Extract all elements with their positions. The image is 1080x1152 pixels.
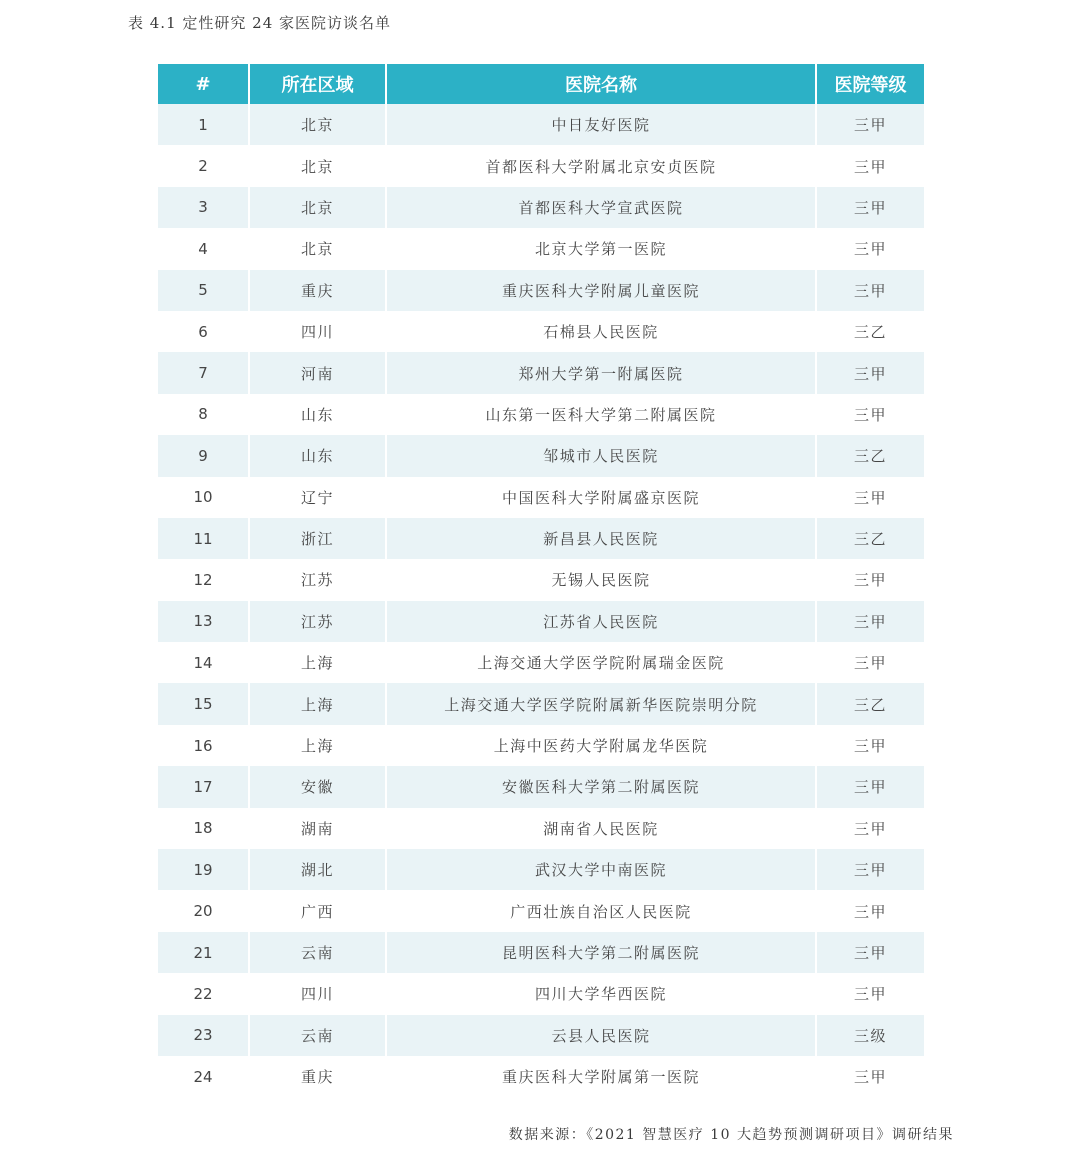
- cell-hospital-name: 山东第一医科大学第二附属医院: [387, 394, 817, 435]
- table-row: [158, 104, 924, 145]
- cell-number: 4: [158, 228, 250, 269]
- header-hospital-grade: 医院等级: [817, 64, 924, 104]
- cell-hospital-name: 四川大学华西医院: [387, 973, 817, 1014]
- cell-region: 四川: [250, 973, 387, 1014]
- cell-number: 23: [158, 1015, 250, 1056]
- cell-number: 18: [158, 808, 250, 849]
- cell-hospital-grade: 三甲: [817, 766, 924, 807]
- table-header-row: [158, 64, 924, 104]
- table-row: [158, 808, 924, 849]
- cell-number: 8: [158, 394, 250, 435]
- cell-hospital-name: 邹城市人民医院: [387, 435, 817, 476]
- cell-hospital-name: 重庆医科大学附属儿童医院: [387, 270, 817, 311]
- cell-hospital-name: 新昌县人民医院: [387, 518, 817, 559]
- cell-number: 22: [158, 973, 250, 1014]
- cell-number: 5: [158, 270, 250, 311]
- cell-hospital-grade: 三甲: [817, 145, 924, 186]
- table-row: [158, 559, 924, 600]
- cell-hospital-name: 中国医科大学附属盛京医院: [387, 477, 817, 518]
- cell-hospital-grade: 三乙: [817, 311, 924, 352]
- cell-hospital-name: 云县人民医院: [387, 1015, 817, 1056]
- cell-hospital-name: 湖南省人民医院: [387, 808, 817, 849]
- cell-number: 1: [158, 104, 250, 145]
- table-row: [158, 187, 924, 228]
- cell-region: 山东: [250, 394, 387, 435]
- cell-number: 7: [158, 352, 250, 393]
- cell-region: 云南: [250, 932, 387, 973]
- cell-hospital-grade: 三甲: [817, 725, 924, 766]
- cell-number: 9: [158, 435, 250, 476]
- table-row: [158, 394, 924, 435]
- cell-hospital-grade: 三甲: [817, 477, 924, 518]
- cell-region: 重庆: [250, 1056, 387, 1097]
- cell-hospital-name: 安徽医科大学第二附属医院: [387, 766, 817, 807]
- cell-region: 辽宁: [250, 477, 387, 518]
- cell-region: 浙江: [250, 518, 387, 559]
- table-row: [158, 973, 924, 1014]
- cell-hospital-grade: 三甲: [817, 187, 924, 228]
- cell-hospital-name: 石棉县人民医院: [387, 311, 817, 352]
- cell-region: 江苏: [250, 601, 387, 642]
- cell-region: 上海: [250, 642, 387, 683]
- cell-number: 21: [158, 932, 250, 973]
- cell-hospital-grade: 三甲: [817, 601, 924, 642]
- table-row: [158, 228, 924, 269]
- table-row: [158, 518, 924, 559]
- cell-hospital-grade: 三甲: [817, 808, 924, 849]
- source-note: 数据来源：《2021 智慧医疗 10 大趋势预测调研项目》调研结果: [508, 1127, 954, 1143]
- cell-region: 北京: [250, 104, 387, 145]
- cell-number: 17: [158, 766, 250, 807]
- cell-number: 10: [158, 477, 250, 518]
- cell-region: 山东: [250, 435, 387, 476]
- cell-region: 湖北: [250, 849, 387, 890]
- cell-region: 上海: [250, 683, 387, 724]
- header-region: 所在区域: [250, 64, 387, 104]
- cell-hospital-grade: 三甲: [817, 228, 924, 269]
- table-row: [158, 145, 924, 186]
- cell-number: 13: [158, 601, 250, 642]
- table-row: [158, 352, 924, 393]
- cell-number: 2: [158, 145, 250, 186]
- table-row: [158, 270, 924, 311]
- cell-region: 河南: [250, 352, 387, 393]
- cell-number: 20: [158, 890, 250, 931]
- hospital-table: [158, 64, 924, 1097]
- cell-hospital-grade: 三甲: [817, 394, 924, 435]
- cell-hospital-name: 江苏省人民医院: [387, 601, 817, 642]
- cell-hospital-grade: 三甲: [817, 890, 924, 931]
- table-row: [158, 1056, 924, 1097]
- cell-hospital-name: 首都医科大学附属北京安贞医院: [387, 145, 817, 186]
- cell-number: 14: [158, 642, 250, 683]
- table-row: [158, 477, 924, 518]
- cell-region: 江苏: [250, 559, 387, 600]
- cell-hospital-name: 广西壮族自治区人民医院: [387, 890, 817, 931]
- cell-hospital-grade: 三甲: [817, 559, 924, 600]
- cell-hospital-name: 上海中医药大学附属龙华医院: [387, 725, 817, 766]
- cell-region: 云南: [250, 1015, 387, 1056]
- cell-hospital-grade: 三甲: [817, 104, 924, 145]
- header-hospital-name: 医院名称: [387, 64, 817, 104]
- cell-number: 15: [158, 683, 250, 724]
- cell-region: 广西: [250, 890, 387, 931]
- table-row: [158, 1015, 924, 1056]
- table-row: [158, 642, 924, 683]
- header-number: #: [158, 64, 250, 104]
- cell-hospital-grade: 三乙: [817, 683, 924, 724]
- cell-number: 19: [158, 849, 250, 890]
- cell-region: 北京: [250, 145, 387, 186]
- cell-hospital-grade: 三甲: [817, 973, 924, 1014]
- cell-region: 重庆: [250, 270, 387, 311]
- cell-region: 上海: [250, 725, 387, 766]
- table-row: [158, 849, 924, 890]
- cell-hospital-grade: 三甲: [817, 849, 924, 890]
- table-row: [158, 766, 924, 807]
- cell-region: 北京: [250, 228, 387, 269]
- cell-region: 四川: [250, 311, 387, 352]
- table-row: [158, 435, 924, 476]
- cell-hospital-name: 郑州大学第一附属医院: [387, 352, 817, 393]
- table-body: [158, 104, 924, 1097]
- table-row: [158, 932, 924, 973]
- cell-number: 24: [158, 1056, 250, 1097]
- cell-hospital-grade: 三甲: [817, 1056, 924, 1097]
- table-row: [158, 683, 924, 724]
- cell-hospital-name: 上海交通大学医学院附属新华医院崇明分院: [387, 683, 817, 724]
- table-row: [158, 601, 924, 642]
- cell-hospital-name: 昆明医科大学第二附属医院: [387, 932, 817, 973]
- cell-hospital-name: 中日友好医院: [387, 104, 817, 145]
- cell-hospital-name: 重庆医科大学附属第一医院: [387, 1056, 817, 1097]
- cell-hospital-name: 无锡人民医院: [387, 559, 817, 600]
- cell-number: 12: [158, 559, 250, 600]
- cell-hospital-grade: 三甲: [817, 932, 924, 973]
- cell-hospital-grade: 三乙: [817, 518, 924, 559]
- cell-number: 3: [158, 187, 250, 228]
- cell-hospital-name: 武汉大学中南医院: [387, 849, 817, 890]
- cell-hospital-grade: 三级: [817, 1015, 924, 1056]
- table-row: [158, 725, 924, 766]
- table-row: [158, 890, 924, 931]
- cell-hospital-grade: 三乙: [817, 435, 924, 476]
- cell-region: 安徽: [250, 766, 387, 807]
- cell-number: 11: [158, 518, 250, 559]
- cell-hospital-grade: 三甲: [817, 270, 924, 311]
- cell-hospital-name: 首都医科大学宣武医院: [387, 187, 817, 228]
- cell-hospital-name: 上海交通大学医学院附属瑞金医院: [387, 642, 817, 683]
- cell-region: 湖南: [250, 808, 387, 849]
- cell-number: 16: [158, 725, 250, 766]
- cell-hospital-grade: 三甲: [817, 352, 924, 393]
- cell-hospital-name: 北京大学第一医院: [387, 228, 817, 269]
- table-row: [158, 311, 924, 352]
- cell-number: 6: [158, 311, 250, 352]
- table-caption: 表 4.1 定性研究 24 家医院访谈名单: [128, 14, 392, 32]
- cell-hospital-grade: 三甲: [817, 642, 924, 683]
- cell-region: 北京: [250, 187, 387, 228]
